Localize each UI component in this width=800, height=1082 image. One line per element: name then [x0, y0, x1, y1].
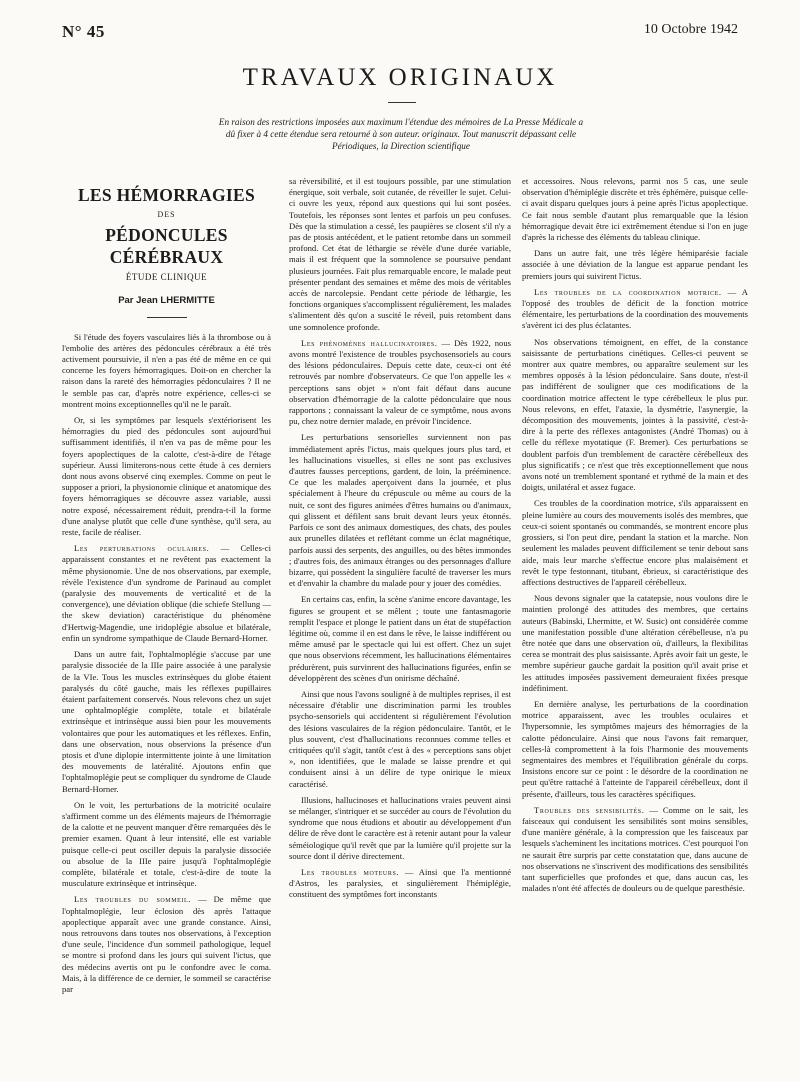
paragraph-text: Si l'étude des foyers vasculaires liés à la thrombose ou à l'embolie des artères des pédoncules cérébraux a été très activement poursuivie, il n'en a pas été de même en ce qui concerne les foyers hémorragiques. Doit-on en chercher la raison dans la rareté des hémorragies pédonculaires ? Il ne le semble pas car, d'après notre expérience, celles-ci se montrent moins exceptionnelles qu'il ne le paraît.: [62, 331, 271, 409]
paragraph: [522, 248, 748, 282]
paragraph: [522, 337, 748, 494]
section-divider: [388, 102, 416, 103]
paragraph: [62, 800, 271, 890]
paragraph-text: Dans un autre fait, l'ophtalmoplégie s'accuse par une paralysie dissociée de la IIIe paire associée à une paralysie de la VIe. Tous les muscles extrinsèques du globe étaient paralysés du côté gauche, mais les réflexes pupillaires étaient parfaitement conservés. Nous relevons chez un sujet une ophtalmoplégie complète, totale et bilatérale extrinsèque et intrinsèque aussi bien pour les mouvements volontaires que pour les automatiques et les réflexes. Enfin, dans une observation, nous observions la présence d'un ptosis et d'une diplopie intermittente jointe à une limitation des mouvements de latéralité. Ajoutons enfin que l'ophtalmoplégie peut se compliquer du syndrome de Claude Bernard-Horner.: [62, 649, 271, 794]
article-title-block: [62, 184, 271, 318]
subsection-heading: Les phénomènes hallucinatoires.: [301, 337, 438, 348]
paragraph-text: Les perturbations sensorielles surviennent non pas immédiatement après l'ictus, mais quelques jours plus tard, et les hallucinations visuelles, si elles ne sont pas exclusives d'autres fausses perceptions, gardent, de loin, la prééminence. Ce que les malades aperçoivent dans la journée, et plus spécialement à l'heure du crépuscule ou même au cours de la nuit, ce sont des figures animées d'êtres humains ou d'animaux, qui glissent et défilent sans bruit devant leurs yeux étonnés. Parfois ce sont des animaux domestiques, des chats, des poules aux prunelles dilatées et reflétant comme un éclat magnétique, parfois aussi des serpents, des anguilles, ou des bêtes immondes ; d'autres fois, des animaux étranges ou des personnages d'allure bizarre, qui possèdent la singulière faculté de traverser les murs et d'envahir la chambre du malade pour y jouer des comédies.: [289, 432, 511, 589]
column-3-body: [522, 176, 748, 894]
paragraph: [62, 649, 271, 795]
paragraph-text: Or, si les symptômes par lesquels s'extériorisent les hémorragies du pied des pédoncules sont aujourd'hui suffisamment identifiés, il n'en va pas de même pour les foyers apoplectiques de la calotte, c'est-à-dire de l'étage supérieur. Aussi limiterons-nous cette étude à ces derniers dont nous avons observé cinq exemples. Comme on peut le supposer a priori, la physionomie clinique et anatomique des foyers hémorragiques se découvre assez variable, aussi notre exposé, nécessairement réduit, prendra-t-il la forme d'une analyse plutôt que celle d'une synthèse, qu'il sera, au reste, facile de réaliser.: [62, 415, 271, 538]
paragraph: [522, 593, 748, 694]
paragraph-text: Illusions, hallucinoses et hallucinations vraies peuvent ainsi se mélanger, s'intriquer et se succéder au cours de l'évolution du syndrome que nous étudions et aboutir au développement d'un délire de rêve dont le caractère est à retenir autant pour la valeur séméiologique qu'il revêt que par la lumière qu'il projette sur la source dont il dérive directement.: [289, 794, 511, 861]
paragraph: [522, 498, 748, 588]
paragraph: [522, 699, 748, 800]
article-author: Par Jean LHERMITTE: [118, 295, 215, 307]
paragraph-text: Nous devons signaler que la catatepsie, nous voulons dire le maintien prolongé des attitudes des membres, que certains auteurs (Babinski, Lhermitte, et W. Susic) ont considérée comme une manifestation possible d'une altération cérébelleuse, n'a pu être notée que dans une observation où, d'ailleurs, la flexibilitas cerea se montrait des plus saisissante. Après avoir fait un geste, le membre supérieur gauche gardait la position qu'il avait prise et les attitudes imposées passivement demeuraient fixées presque indéfiniment.: [522, 593, 748, 693]
paragraph-text: et accessoires. Nous relevons, parmi nos 5 cas, une seule observation d'hémiplégie discrète et très éphémère, puisque celle-ci avait disparu quelques jours à peine après l'ictus apoplectique. Ce fait nous semble d'autant plus remarquable que la lésion hémorragique devait être ici extrêmement étendue si l'on en juge d'après la richesse des éléments du tableau clinique.: [522, 176, 748, 243]
subsection-heading: Les troubles de la coordination motrice.: [534, 286, 722, 297]
paragraph-text: On le voit, les perturbations de la motricité oculaire s'affirment comme un des éléments majeurs de l'hémorragie de la calotte et ne peuvent manquer d'être remarquées dès le premier examen. Quant à leur intensité, elle est variable puisque celle-ci peut osciller depuis la paralysie dissociée ou absolue de la IIIe paire jusqu'à l'ophtalmoplégie complète, bilatérale et totale, c'est-à-dire de toute la musculature extrinsèque et intrinsèque.: [62, 799, 271, 889]
issue-number: N° 45: [62, 22, 105, 41]
paragraph: [289, 594, 511, 684]
paragraph: [289, 867, 511, 901]
paragraph: [62, 543, 271, 644]
paragraph-text: Ainsi que nous l'avons souligné à de multiples reprises, il est nécessaire d'établir une discrimination parmi les troubles psycho-sensoriels qui accidentent si régulièrement l'évolution des lésions vasculaires de la région pédonculaire. Tantôt, et le plus souvent, c'est d'hallucinations reconnues comme telles et critiquées qu'il s'agit, tantôt c'est à des « perceptions sans objet », non identifiées, que le malade se laisse prendre et qui conduisent ainsi à un délire de type onirique le mieux caractérisé.: [289, 688, 511, 789]
column-2-body: [289, 176, 511, 901]
subsection-heading: Troubles des sensibilités.: [534, 804, 645, 815]
paragraph-text: — Celles-ci apparaissent constantes et ne revêtent pas exactement la même physionomie. Une de nos observations, par exemple, révèle l'existence d'un syndrome de Parinaud au complet (paralysie des mouvements de verticalité et de la convergence), une déviation oblique (die schiefe Stellung — the skew deviation) caractéristique du phénomène d'Hertwig-Magendie, une iridoplégie absolue et bilatérale, enfin un syndrome sympathique de Claude Bernard-Horner.: [62, 543, 271, 643]
paragraph-text: — Comme on le sait, les faisceaux qui conduisent les sensibilités sont moins sensibles, d'une manière générale, à la compression que les faisceaux par lesquels s'acheminent les incitations motrices. C'est pourquoi l'on ne saurait être surpris par cette constatation que, dans aucune de nos observations ne s'inscrivent des modifications des sensibilités tant superficielles que profondes et que, dans aucun cas, les malades n'ont été affectés de douleurs ou de quelque paresthésie.: [522, 804, 748, 894]
column-1: [62, 176, 271, 1066]
column-2: [289, 176, 511, 1066]
column-1-body: [62, 332, 271, 996]
issue-date: 10 Octobre 1942: [643, 22, 738, 37]
section-title: TRAVAUX ORIGINAUX: [242, 64, 558, 91]
paragraph-text: Dans un autre fait, une très légère hémiparésie faciale associée à une déviation de la langue est apparue pendant les premiers jours qui suivirent l'ictus.: [522, 248, 748, 281]
article-title-line-2: DES: [157, 210, 176, 219]
article-title-line-3: PÉDONCULES CÉRÉBRAUX: [105, 225, 228, 268]
column-3: [522, 176, 748, 1066]
subsection-heading: Les perturbations oculaires.: [74, 543, 210, 554]
paragraph: [522, 287, 748, 332]
paragraph: [62, 332, 271, 410]
paragraph-text: — Ainsi que l'a mentionné d'Astros, les paralysies, et singulièrement l'hémiplégie, constituent des symptômes fort inconstants: [289, 866, 511, 900]
editorial-notice: En raison des restrictions imposées aux maximum l'étendue des mémoires de La Presse Médicale a dû fixer à 4 cette étendue sera retourné à son auteur. originaux. Tout manuscrit dépassant celle Périodiques, la Direction scientifique: [218, 117, 584, 151]
title-divider: [147, 317, 187, 318]
paragraph: [289, 795, 511, 862]
paragraph: [289, 338, 511, 428]
paragraph-text: En dernière analyse, les perturbations de la coordination motrice apparaissent, avec les troubles oculaires et l'hypersomnie, les symptômes majeurs des hémorragies de la calotte pédonculaire. Ainsi que nous l'avons fait remarquer, celles-là compromettent à la fois l'harmonie des mouvements segmentaires des membres et l'équilibration générale du corps. Insistons encore sur ce point : le désordre de la coordination ne peut qu'être rattaché à l'atteinte de l'appareil cérébelleux, dont il présente, d'ailleurs, tous les caractères spécifiques.: [522, 698, 748, 799]
paragraph: [522, 805, 748, 895]
subsection-heading: Les troubles du sommeil.: [74, 894, 192, 905]
paragraph-text: — Dès 1922, nous avons montré l'existence de troubles psychosensoriels au cours des lésions pédonculaires. Depuis cette date, ceux-ci ont été retrouvés par nombre d'observateurs. Ce que l'on appelle les « perceptions sans objet » n'ont fait défaut dans aucune observation d'hémorragie de la calotte pédonculaire que nous rapportons ; connaissant la valeur de ce symptôme, nous avons pu, chez notre dernier malade, en prévoir l'incidence.: [289, 337, 511, 427]
paragraph-text: sa réversibilité, et il est toujours possible, par une stimulation énergique, soit verbale, soit cutanée, de réveiller le sujet. Celui-ci ouvre les yeux, répond aux questions qui lui sont posées. Toutefois, les réponses sont lentes et parfois un peu confuses. Dès que la stimulation a cessé, les paupières se closent s'il n'y a pas de ptosis antécédent, et le patient retombe dans un sommeil profond. Cet état de léthargie se révèle d'une durée variable, mais il est fréquent que la somnolence se poursuive pendant plusieurs journées. Fait plus remarquable encore, le malade peut présenter pendant des semaines et même des mois de véritables accès de narcolepsie. Pendant cette période de léthargie, les fonctions organiques s'accomplissent régulièrement, les malades s'alimentent dès qu'on a suscité le réveil, puis retombent dans une somnolence profonde.: [289, 176, 511, 332]
paragraph-text: Nos observations témoignent, en effet, de la constance saisissante de perturbations cinétiques. Celles-ci peuvent se montrer aux quatre membres, ou apparaître seulement sur les membres opposés à la lésion pédonculaire. Sans doute, n'est-il pas indifférent de souligner que ces modifications de la coordination motrice affectent le type cérébelleux le plus pur. Nous relevons, en effet, l'ataxie, la dysmétrie, l'asynergie, la décomposition des mouvements, jointes à la passivité, c'est-à-dire à la perte des réflexes antagonistes (André Thomas) ou à celle du réflexe myotatique (F. Bremer). Ces perturbations se doublent parfois d'un tremblement de caractère cérébelleux des plus significatifs ; ce n'est que très exceptionnellement que nous avons noté un tremblement spontané et rythmé de la main et des doigts, unilatéral et assez fugace.: [522, 336, 748, 493]
paragraph: [289, 432, 511, 589]
article-subtitle: ÉTUDE CLINIQUE: [125, 272, 208, 283]
paragraph: [62, 894, 271, 995]
paragraph-text: En certains cas, enfin, la scène s'anime encore davantage, les figures se groupent et se mêlent ; toute une fantasmagorie remplit l'espace et plonge le patient dans un état de stupéfaction légitime où, comme il en est dans le rêve, le laisse indifférent ou même amusé par le spectacle qui lui est offert. Chez un sujet que nous observions récemment, les hallucinations élémentaires prédurèrent, puis survinrent des hallucinations figurées, enfin se développèrent des scènes d'un onirisme déchaîné.: [289, 594, 511, 683]
article-title-line-1: LES HÉMORRAGIES: [77, 185, 256, 205]
paragraph: [289, 689, 511, 790]
paragraph-text: — A l'opposé des troubles de déficit de la fonction motrice élémentaire, les perturbations de la coordination des mouvements s'avèrent ici des plus éclatantes.: [522, 286, 748, 331]
paragraph: [289, 176, 511, 333]
paragraph-text: — De même que l'ophtalmoplégie, leur éclosion dès après l'attaque apoplectique apparaît avec une grande constance. Ainsi, nous retrouvons dans toutes nos observations, à l'exception d'une seule, l'incidence d'un sommeil pathologique, lequel se montre si profond dans les jours qui suivent l'ictus, que des médecins avertis ont pu le confondre avec le coma. Mais, à la différence de ce dernier, le sommeil se caractérise par: [62, 894, 271, 994]
paragraph: [522, 176, 748, 243]
paragraph-text: Ces troubles de la coordination motrice, s'ils apparaissent en pleine lumière au cours des mouvements isolés des membres, que ceux-ci soient spontanés ou commandés, se montrent encore plus grossiers, si l'on peut dire, pendant la station et la marche. Non seulement les malades peuvent difficilement se tenir debout sans aide, mais leur marche s'effectue encore plus malaisément et revêt le type festonnant, titubant, ébrieux, si caractéristique des affections destructives de l'appareil cérébelleux.: [522, 498, 748, 587]
subsection-heading: Les troubles moteurs.: [301, 866, 400, 877]
paragraph: [62, 415, 271, 538]
